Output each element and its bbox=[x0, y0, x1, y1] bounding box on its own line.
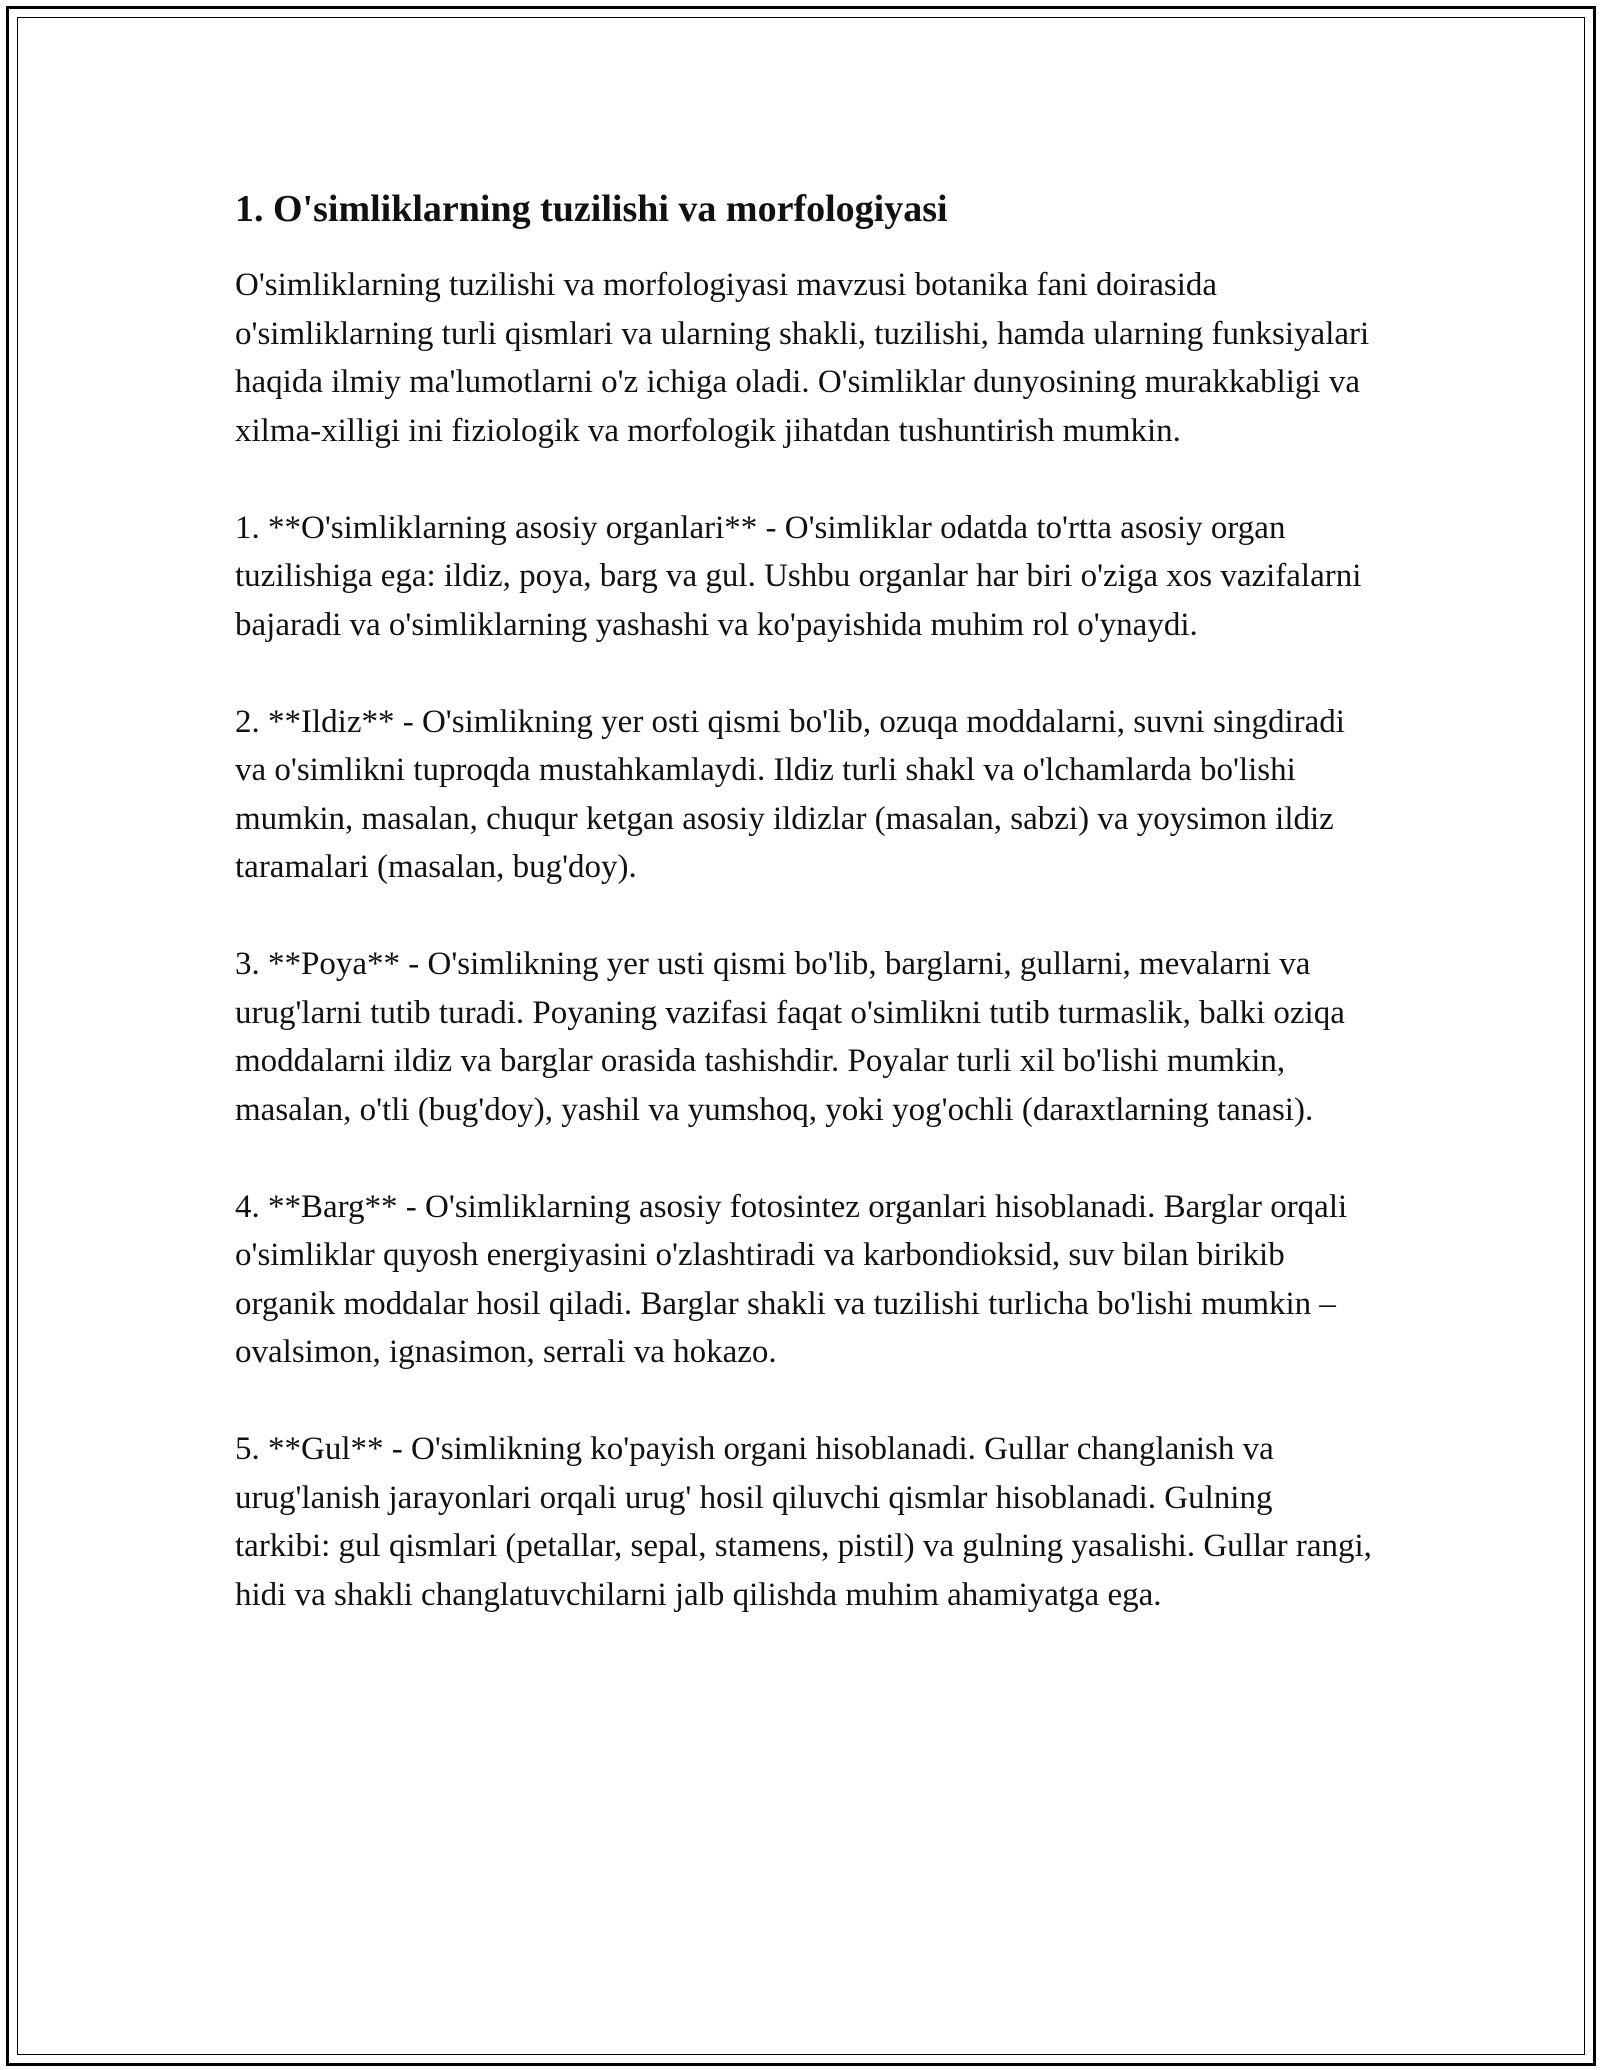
paragraph-main-organs: 1. **O'simliklarning asosiy organlari** - O'simliklar odatda to'rtta asosiy organ tuzilishiga ega: ildiz, poya, barg va gul. Ushbu organlar har biri o'ziga xos vazifalarni bajaradi va o'simliklarning yashashi va ko'payishida muhim rol o'ynaydi. bbox=[235, 509, 1362, 643]
paragraph-stem: 3. **Poya** - O'simlikning yer usti qismi bo'lib, barglarni, gullarni, mevalarni va urug'larni tutib turadi. Poyaning vazifasi faqat o'simlikni tutib turmaslik, balki oziqa moddalarni ildiz va barglar orasida tashishdir. Poyalar turli xil bo'lishi mumkin, masalan, o'tli (bug'doy), yashil va yumshoq, yoki yog'ochli (daraxtlarning tanasi). bbox=[235, 946, 1345, 1128]
intro-paragraph: O'simliklarning tuzilishi va morfologiyasi mavzusi botanika fani doirasida o'simliklarning turli qismlari va ularning shakli, tuzilishi, hamda ularning funksiyalari haqida ilmiy ma'lumotlarni o'z ichiga oladi. O'simliklar dunyosining murakkabligi va xilma-xilligi ini fiziologik va morfologik jihatdan tushuntirish mumkin. bbox=[235, 267, 1370, 449]
document-body bbox=[235, 185, 1375, 1668]
paragraph-root: 2. **Ildiz** - O'simlikning yer osti qismi bo'lib, ozuqa moddalarni, suvni singdiradi va o'simlikni tuproqda mustahkamlaydi. Ildiz turli shakl va o'lchamlarda bo'lishi mumkin, masalan, chuqur ketgan asosiy ildizlar (masalan, sabzi) va yoysimon ildiz taramalari (masalan, bug'doy). bbox=[235, 703, 1345, 885]
document-title: 1. O'simliklarning tuzilishi va morfologiyasi bbox=[235, 188, 948, 230]
paragraph-flower: 5. **Gul** - O'simlikning ko'payish organi hisoblanadi. Gullar changlanish va urug'lanish jarayonlari orqali urug' hosil qiluvchi qismlar hisoblanadi. Gulning tarkibi: gul qismlari (petallar, sepal, stamens, pistil) va gulning yasalishi. Gullar rangi, hidi va shakli changlatuvchilarni jalb qilishda muhim ahamiyatga ega. bbox=[235, 1431, 1372, 1613]
paragraph-leaf: 4. **Barg** - O'simliklarning asosiy fotosintez organlari hisoblanadi. Barglar orqali o'simliklar quyosh energiyasini o'zlashtiradi va karbondioksid, suv bilan birikib organik moddalar hosil qiladi. Barglar shakli va tuzilishi turlicha bo'lishi mumkin – ovalsimon, ignasimon, serrali va hokazo. bbox=[235, 1188, 1348, 1370]
